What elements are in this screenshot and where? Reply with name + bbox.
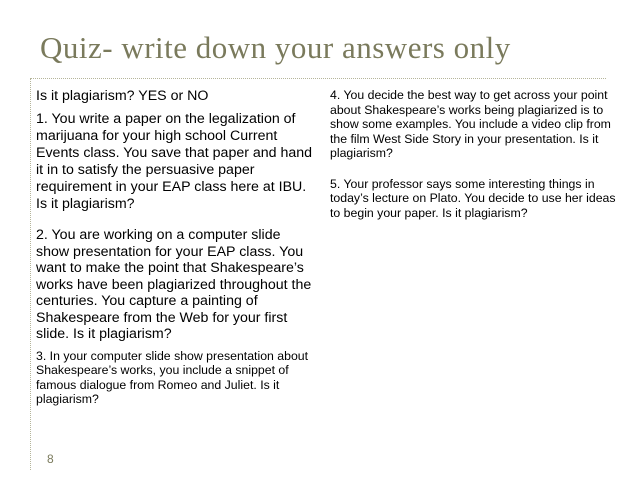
left-margin-line bbox=[30, 78, 31, 470]
question-1: 1. You write a paper on the legalization of marijuana for your high school Current Events class. You save that paper and hand it in to satisfy the persuasive paper requirement in your EAP class here at IBU. Is it plagiarism? bbox=[36, 111, 313, 212]
title-divider bbox=[30, 78, 606, 79]
question-2: 2. You are working on a computer slide show presentation for your EAP class. You want to make the point that Shakespeare’s works have been plagiarized throughout the centuries. You capture a painting of Shakespeare from the Web for your first slide. Is it plagiarism? bbox=[36, 227, 312, 342]
question-4: 4. You decide the best way to get across your point about Shakespeare’s works being plagiarized is to show some examples. You include a video clip from the film West Side Story in your presentation. Is it plagiarism? bbox=[330, 88, 611, 160]
question-3: 3. In your computer slide show presentation about Shakespeare’s works, you include a snippet of famous dialogue from Romeo and Juliet. Is it plagiarism? bbox=[36, 348, 309, 406]
intro-question: Is it plagiarism? YES or NO bbox=[36, 88, 209, 104]
slide-title: Quiz- write down your answers only bbox=[40, 30, 511, 65]
right-column bbox=[330, 88, 620, 220]
page-number: 8 bbox=[47, 452, 54, 466]
left-column bbox=[36, 88, 316, 407]
question-5: 5. Your professor says some interesting things in today’s lecture on Plato. You decide to use her ideas to begin your paper. Is it plagiarism? bbox=[330, 176, 616, 220]
